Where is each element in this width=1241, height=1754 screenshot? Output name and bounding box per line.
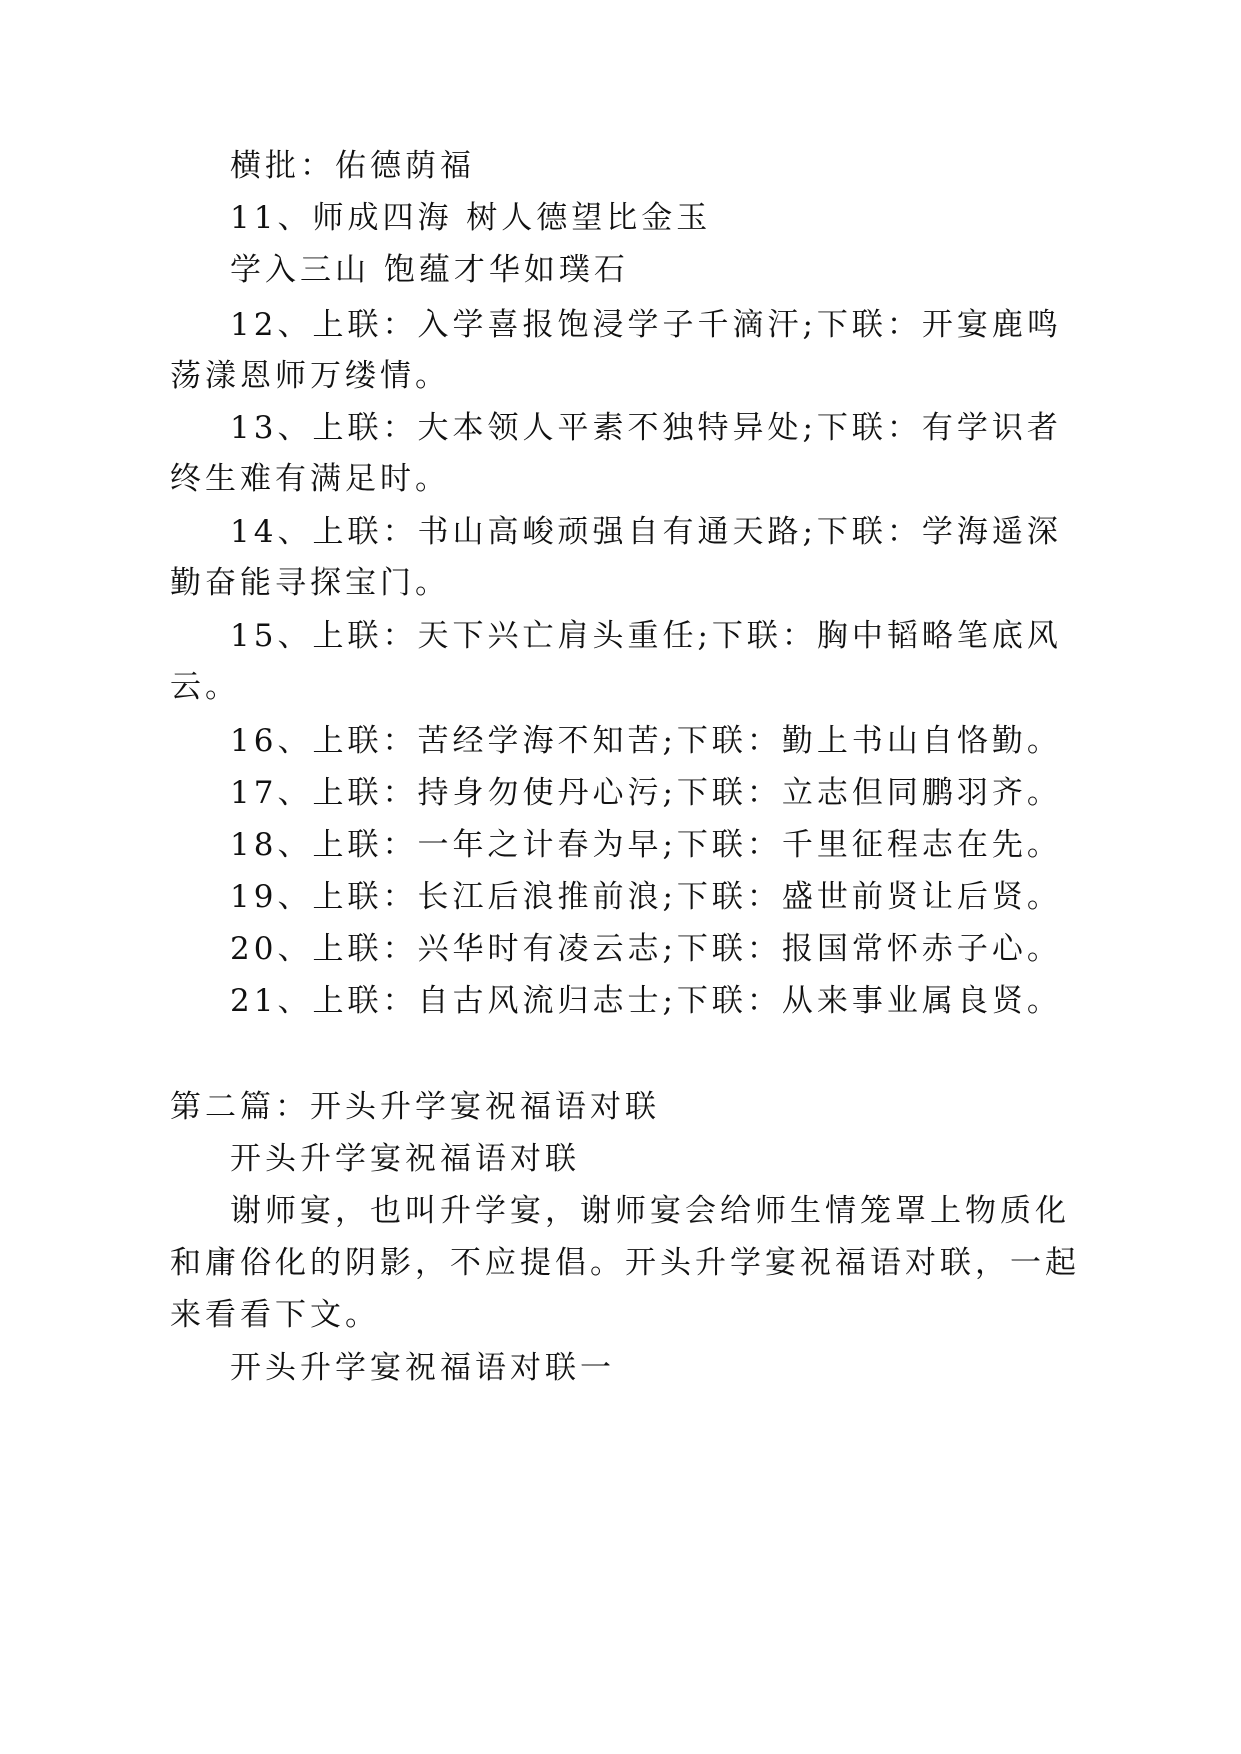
text-line: 11、师成四海 树人德望比金玉: [230, 200, 712, 236]
text-line: 13、上联：大本领人平素不独特异处;下联：有学识者: [230, 410, 1062, 446]
text-line: 15、上联：天下兴亡肩头重任;下联：胸中韬略笔底风: [230, 618, 1062, 654]
text-line: 18、上联：一年之计春为早;下联：千里征程志在先。: [230, 827, 1062, 863]
section-heading: 第二篇：开头升学宴祝福语对联: [170, 1089, 660, 1125]
text-line: 16、上联：苦经学海不知苦;下联：勤上书山自恪勤。: [230, 723, 1062, 759]
text-line: 学入三山 饱蕴才华如璞石: [230, 252, 629, 288]
text-line: 19、上联：长江后浪推前浪;下联：盛世前贤让后贤。: [230, 879, 1062, 915]
text-line: 12、上联：入学喜报饱浸学子千滴汗;下联：开宴鹿鸣: [230, 307, 1062, 343]
text-line: 14、上联：书山高峻顽强自有通天路;下联：学海遥深: [230, 514, 1062, 550]
text-line: 勤奋能寻探宝门。: [170, 565, 450, 601]
text-line: 荡漾恩师万缕情。: [170, 358, 450, 394]
text-line: 开头升学宴祝福语对联: [230, 1141, 580, 1177]
text-line: 终生难有满足时。: [170, 461, 450, 497]
text-line: 开头升学宴祝福语对联一: [230, 1350, 615, 1386]
text-line: 20、上联：兴华时有凌云志;下联：报国常怀赤子心。: [230, 931, 1062, 967]
text-line: 17、上联：持身勿使丹心污;下联：立志但同鹏羽齐。: [230, 775, 1062, 811]
text-line: 云。: [170, 669, 240, 705]
text-line: 和庸俗化的阴影，不应提倡。开头升学宴祝福语对联，一起: [170, 1245, 1080, 1281]
text-line: 21、上联：自古风流归志士;下联：从来事业属良贤。: [230, 983, 1062, 1019]
text-line: 来看看下文。: [170, 1297, 380, 1333]
text-line: 横批：佑德荫福: [230, 148, 475, 184]
text-line: 谢师宴，也叫升学宴，谢师宴会给师生情笼罩上物质化: [230, 1193, 1070, 1229]
